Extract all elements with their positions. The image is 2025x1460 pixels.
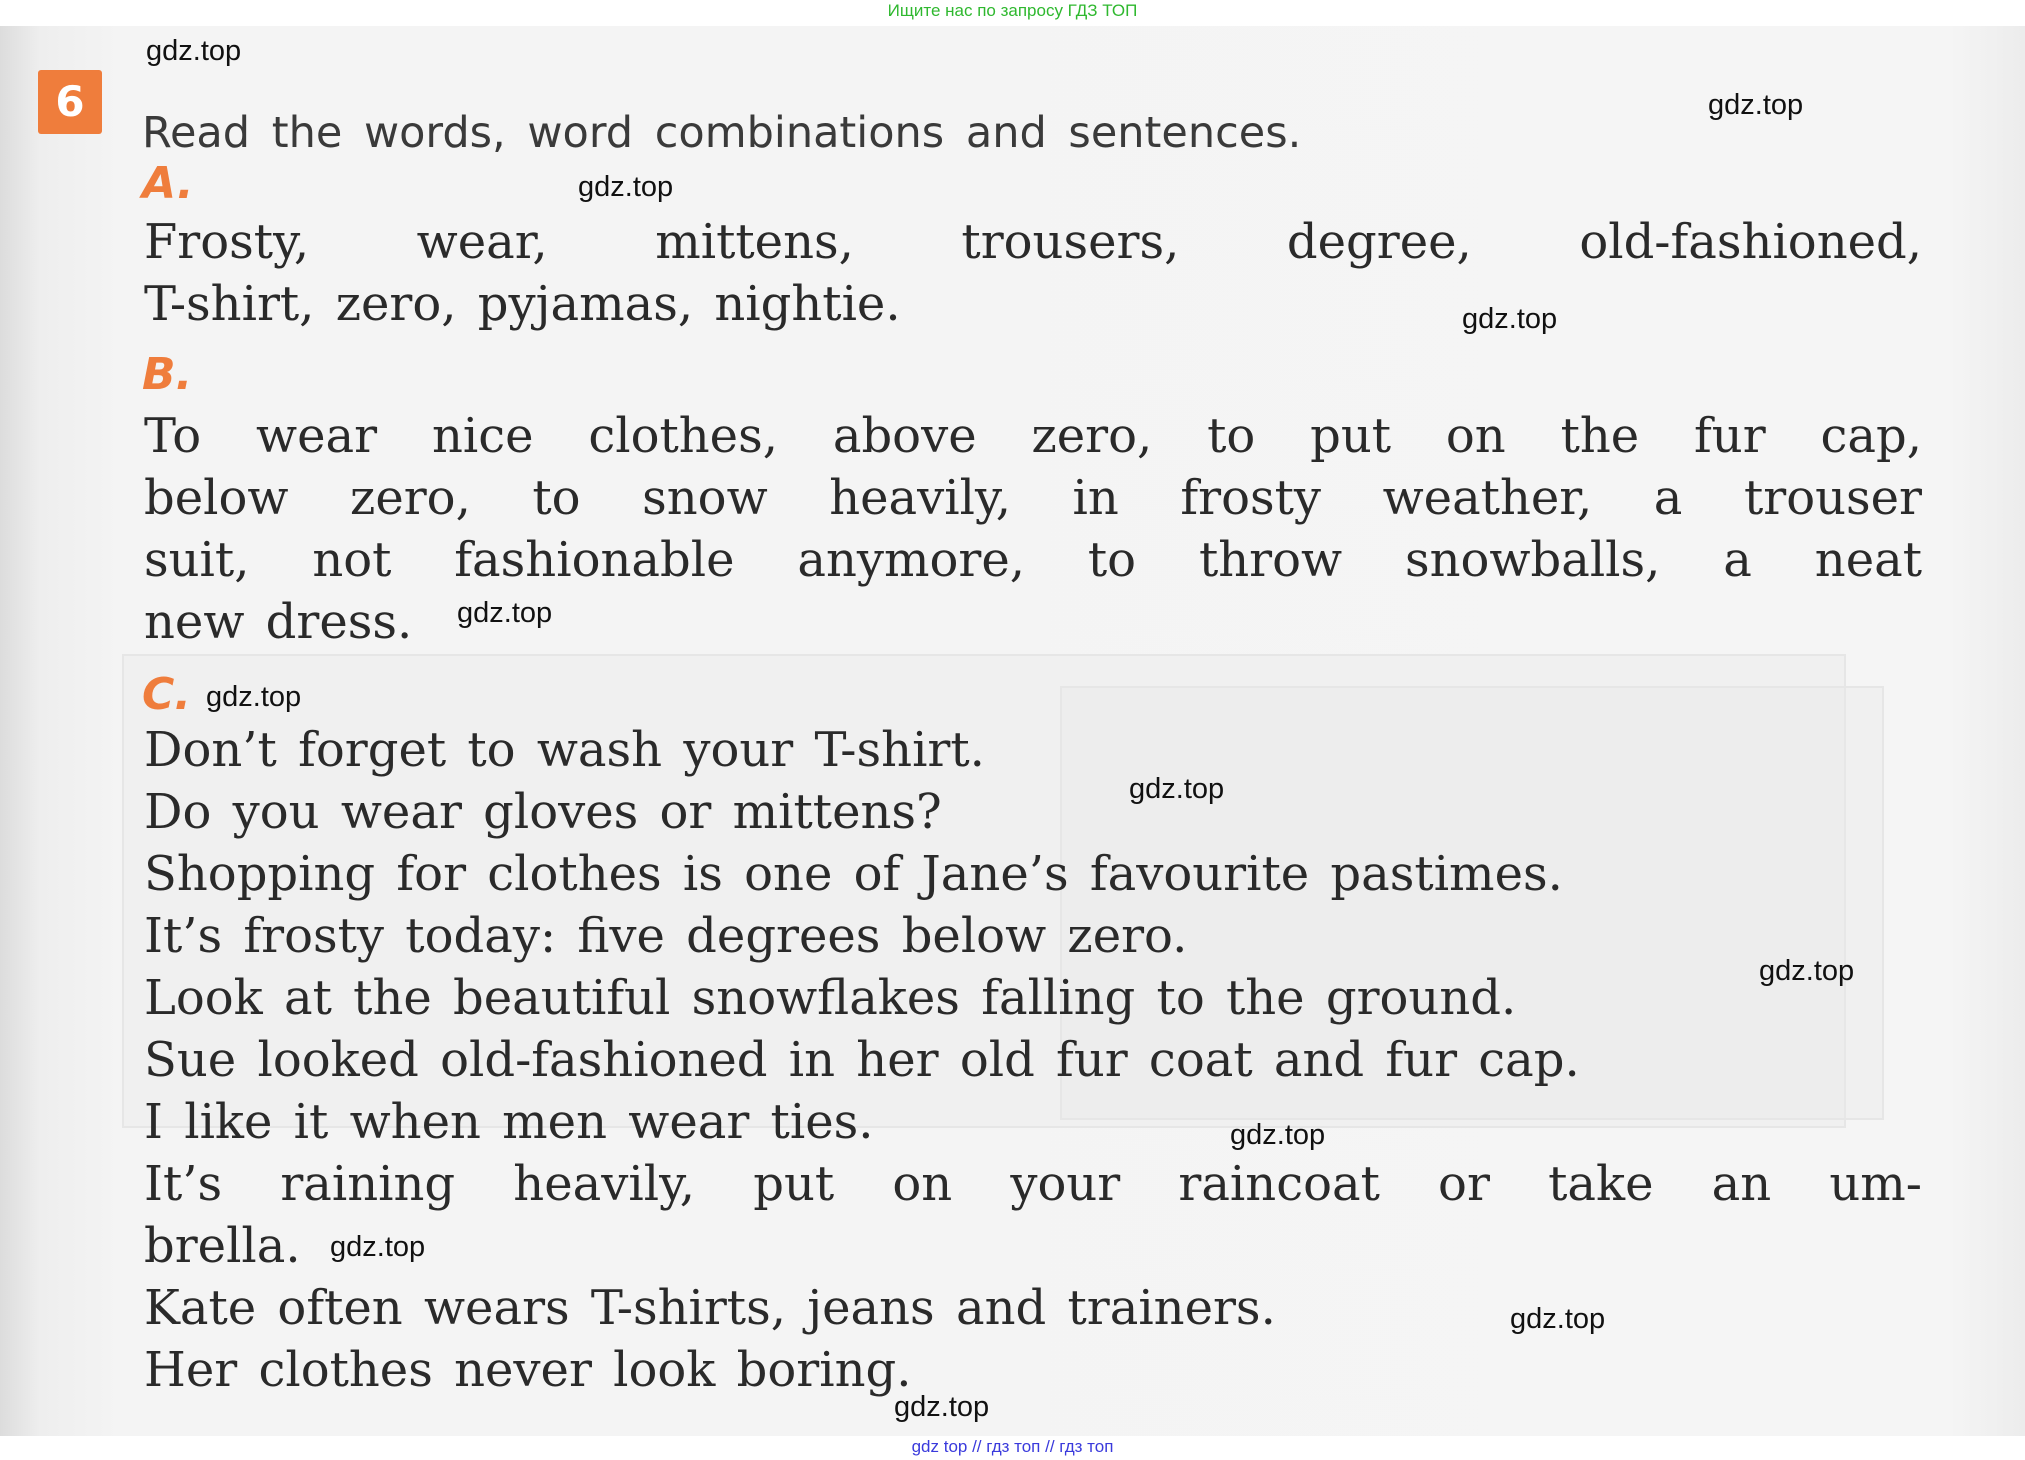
watermark: gdz.top xyxy=(146,35,242,67)
watermark: gdz.top xyxy=(1230,1119,1326,1151)
section-c-line: Don’t forget to wash your T-shirt. xyxy=(144,722,985,778)
section-a-letter: A. xyxy=(142,158,194,209)
watermark: gdz.top xyxy=(206,681,302,713)
section-b-line: new dress. xyxy=(144,594,413,650)
section-b-line: To wear nice clothes, above zero, to put on the fur cap, xyxy=(144,408,1922,464)
section-c-line: Do you wear gloves or mittens? xyxy=(144,784,942,840)
section-c-line: brella. xyxy=(144,1218,301,1274)
watermark: gdz.top xyxy=(894,1391,990,1423)
watermark: gdz.top xyxy=(578,171,674,203)
watermark: gdz.top xyxy=(1462,303,1558,335)
section-a-line: Frosty, wear, mittens, trousers, degree, old-fashioned, xyxy=(144,214,1922,270)
section-c-line: Shopping for clothes is one of Jane’s favourite pastimes. xyxy=(144,846,1563,902)
section-b-line: below zero, to snow heavily, in frosty weather, a trouser xyxy=(144,470,1922,526)
section-c-line: Look at the beautiful snowflakes falling to the ground. xyxy=(144,970,1517,1026)
section-b-letter: B. xyxy=(142,349,193,400)
section-c-line: Sue looked old-fashioned in her old fur coat and fur cap. xyxy=(144,1032,1580,1088)
watermark: gdz.top xyxy=(1510,1303,1606,1335)
top-banner[interactable]: Ищите нас по запросу ГДЗ ТОП xyxy=(887,1,1138,20)
watermark: gdz.top xyxy=(1759,955,1855,987)
watermark: gdz.top xyxy=(330,1231,426,1263)
exercise-number-badge: 6 xyxy=(38,70,102,134)
textbook-page xyxy=(0,26,2025,1436)
exercise-instruction: Read the words, word combinations and sentences. xyxy=(142,108,1302,158)
watermark: gdz.top xyxy=(1708,89,1804,121)
section-c-line: Her clothes never look boring. xyxy=(144,1342,912,1398)
bottom-banner[interactable]: gdz top // гдз топ // гдз топ xyxy=(911,1437,1114,1456)
section-b-line: suit, not fashionable anymore, to throw snowballs, a neat xyxy=(144,532,1922,588)
section-c-line: Kate often wears T-shirts, jeans and trainers. xyxy=(144,1280,1276,1336)
section-c-line: I like it when men wear ties. xyxy=(144,1094,874,1150)
section-c-line: It’s frosty today: five degrees below zero. xyxy=(144,908,1188,964)
section-c-letter: C. xyxy=(142,669,192,720)
watermark: gdz.top xyxy=(1129,773,1225,805)
section-c-line: It’s raining heavily, put on your raincoat or take an um- xyxy=(144,1156,1922,1212)
section-a-line: T-shirt, zero, pyjamas, nightie. xyxy=(144,276,901,332)
watermark: gdz.top xyxy=(457,597,553,629)
